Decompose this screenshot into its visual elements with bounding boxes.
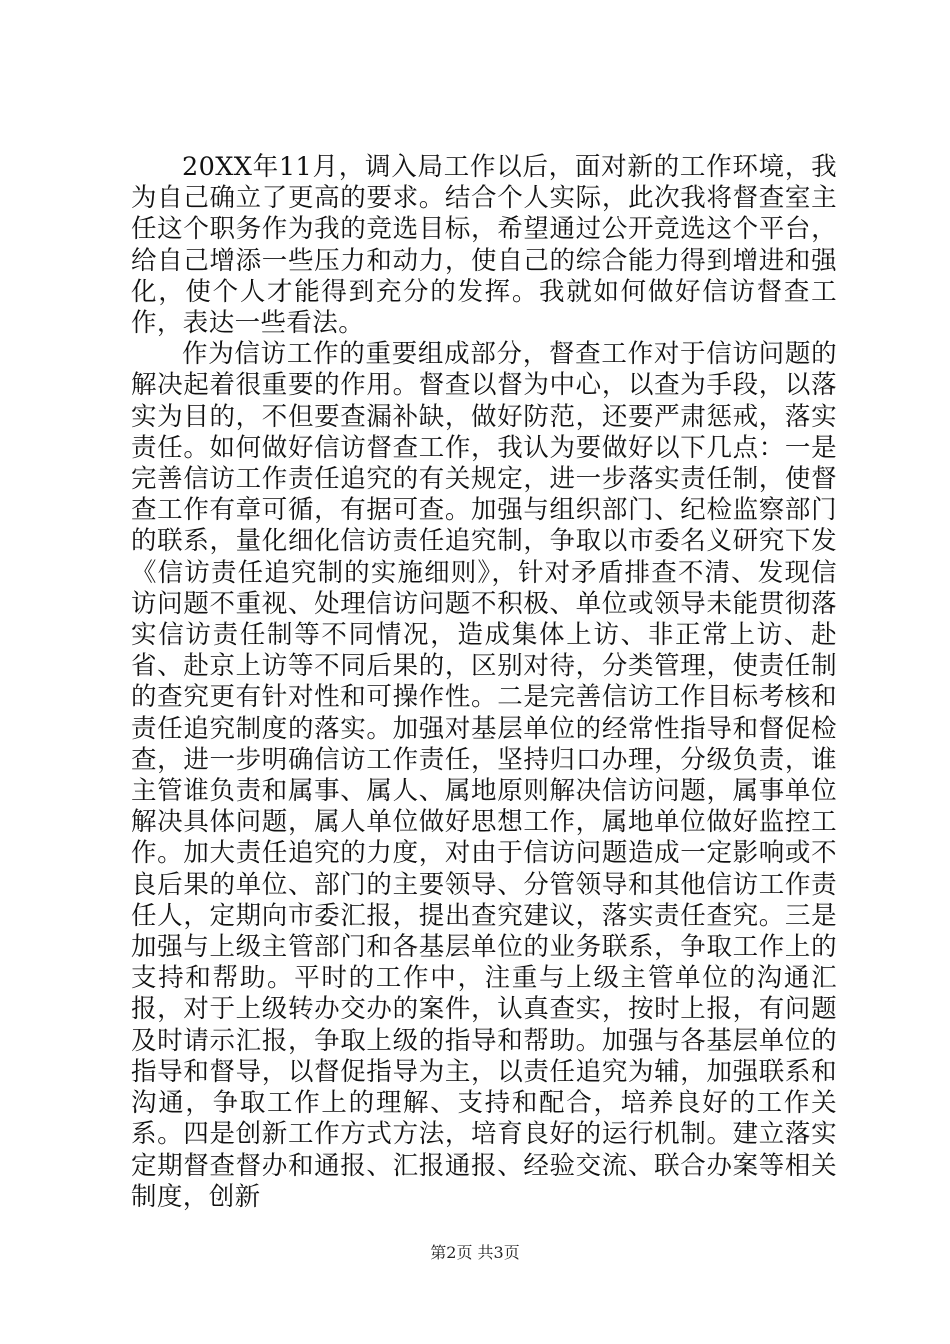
paragraph-main: 作为信访工作的重要组成部分，督查工作对于信访问题的解决起着很重要的作用。督查以督为中心，以查为手段，以落实为目的，不但要查漏补缺，做好防范，还要严肃惩戒，落实责任。如何做好信访督查工作，我认为要做好以下几点：一是完善信访工作责任追究的有关规定，进一步落实责任制，使督查工作有章可循，有据可查。加强与组织部门、纪检监察部门的联系，量化细化信访责任追究制，争取以市委名义研究下发《信访责任追究制的实施细则》，针对矛盾排查不清、发现信访问题不重视、处理信访问题不积极、单位或领导未能贯彻落实信访责任制等不同情况，造成集体上访、非正常上访、赴省、赴京上访等不同后果的，区别对待，分类管理，使责任制的查究更有针对性和可操作性。二是完善信访工作目标考核和责任追究制度的落实。加强对基层单位的经常性指导和督促检查，进一步明确信访工作责任，坚持归口办理，分级负责，谁主管谁负责和属事、属人、属地原则解决信访问题，属事单位解决具体问题，属人单位做好思想工作，属地单位做好监控工作。加大责任追究的力度，对由于信访问题造成一定影响或不良后果的单位、部门的主要领导、分管领导和其他信访工作责任人，定期向市委汇报，提出查究建议，落实责任查究。三是加强与上级主管部门和各基层单位的业务联系，争取工作上的支持和帮助。平时的工作中，注重与上级主管单位的沟通汇报，对于上级转办交办的案件，认真查实，按时上报，有问题及时请示汇报，争取上级的指导和帮助。加强与各基层单位的指导和督导，以督促指导为主，以责任追究为辅，加强联系和沟通，争取工作上的理解、支持和配合，培养良好的工作关系。四是创新工作方式方法，培育良好的运行机制。建立落实定期督查督办和通报、汇报通报、经验交流、联合办案等相关制度，创新 (131, 339, 837, 1212)
paragraph-intro: 20XX年11月，调入局工作以后，面对新的工作环境，我为自己确立了更高的要求。结合个人实际，此次我将督查室主任这个职务作为我的竞选目标，希望通过公开竞选这个平台，给自己增添一些压力和动力，使自己的综合能力得到增进和强化，使个人才能得到充分的发挥。我就如何做好信访督查工作，表达一些看法。 (131, 152, 837, 339)
document-body (131, 152, 837, 1213)
page-number-footer: 第2页 共3页 (430, 1243, 520, 1262)
